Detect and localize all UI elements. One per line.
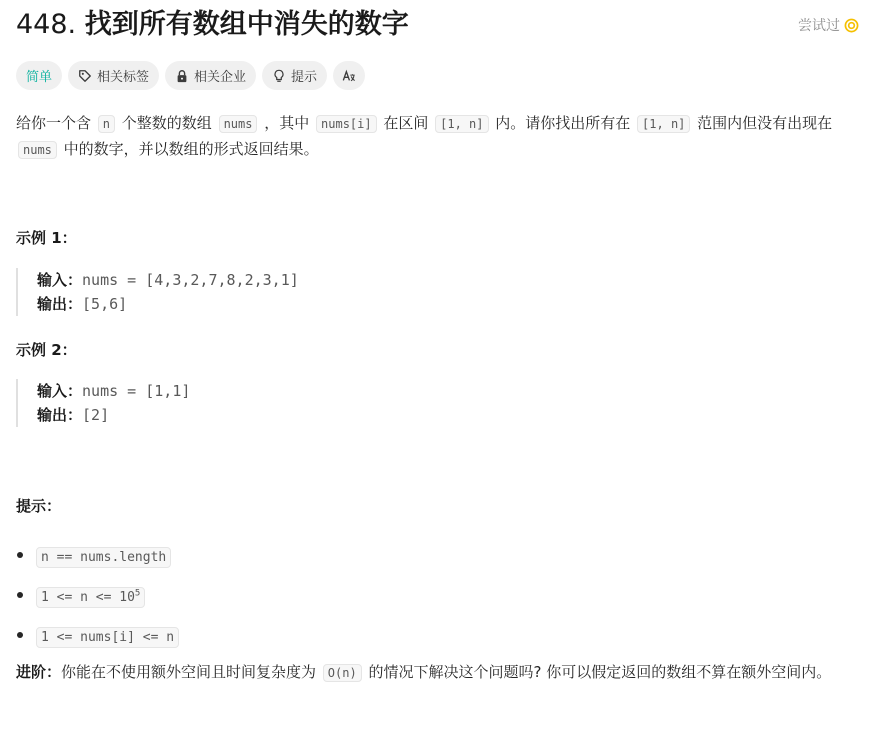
input-label: 输入： — [37, 271, 83, 289]
difficulty-badge[interactable] — [16, 61, 62, 90]
list-item — [16, 577, 181, 617]
follow-up-text: 你能在不使用额外空间且时间复杂度为 — [61, 663, 321, 681]
title-row — [16, 6, 859, 46]
tag-bar — [16, 61, 365, 90]
lightbulb-icon — [272, 69, 286, 83]
hint-label: 提示 — [291, 70, 318, 85]
bullet — [17, 632, 23, 638]
problem-description — [16, 111, 861, 163]
example-1-title: 示例 1： — [16, 229, 77, 247]
example-2-title: 示例 2： — [16, 341, 77, 359]
list-item — [16, 617, 181, 657]
constraints-list — [16, 537, 181, 657]
constraints-title: 提示： — [16, 497, 62, 515]
problem-title: 找到所有数组中消失的数字 — [84, 9, 409, 40]
follow-up-label: 进阶： — [16, 663, 62, 681]
constraint-code — [36, 587, 145, 608]
output-label: 输出： — [37, 406, 83, 424]
tried-status[interactable] — [798, 15, 859, 35]
hint-button[interactable] — [262, 61, 327, 90]
follow-up-text: 的情况下解决这个问题吗? 你可以假定返回的数组不算在额外空间内。 — [363, 663, 832, 681]
inline-code: nums — [18, 141, 57, 159]
inline-code: [1, n] — [435, 115, 488, 133]
tried-label: 尝试过 — [798, 18, 840, 34]
bullet — [17, 592, 23, 598]
constraint-code: 1 <= nums[i] <= n — [36, 627, 179, 648]
desc-text: 中的数字，并以数组的形式返回结果。 — [58, 140, 319, 158]
example-1-output — [37, 292, 616, 316]
output-label: 输出： — [37, 295, 83, 313]
example-2-input — [37, 379, 616, 403]
related-tags-label: 相关标签 — [97, 70, 150, 85]
desc-text: 个整数的数组 — [117, 114, 217, 132]
tried-icon — [844, 18, 859, 33]
output-value: [2] — [82, 406, 110, 424]
desc-text: 内。请你找出所有在 — [490, 114, 636, 132]
translate-icon — [342, 69, 356, 83]
desc-text: ，其中 — [259, 114, 315, 132]
example-1-input — [37, 268, 616, 292]
related-companies-label: 相关企业 — [194, 70, 247, 85]
constraint-text: 1 <= n <= 10 — [41, 589, 135, 605]
input-label: 输入： — [37, 382, 83, 400]
problem-number: 448. — [16, 9, 77, 40]
inline-code: nums[i] — [316, 115, 377, 133]
inline-code: nums — [219, 115, 258, 133]
example-1-block — [16, 268, 616, 316]
desc-text: 在区间 — [378, 114, 434, 132]
constraint-exponent: 5 — [134, 588, 141, 599]
lock-icon — [175, 69, 189, 83]
difficulty-label: 简单 — [26, 70, 53, 85]
input-value: nums = [4,3,2,7,8,2,3,1] — [82, 271, 299, 289]
tag-icon — [78, 69, 92, 83]
page-title — [16, 8, 409, 42]
example-2-block — [16, 379, 616, 427]
inline-code: [1, n] — [637, 115, 690, 133]
desc-text: 范围内但没有出现在 — [692, 114, 833, 132]
example-2-output — [37, 403, 616, 427]
inline-code: O(n) — [323, 664, 362, 682]
bullet — [17, 552, 23, 558]
input-value: nums = [1,1] — [82, 382, 191, 400]
constraint-code: n == nums.length — [36, 547, 171, 568]
desc-text: 给你一个含 — [16, 114, 96, 132]
inline-code: n — [98, 115, 115, 133]
related-companies-button[interactable] — [165, 61, 256, 90]
related-tags-button[interactable] — [68, 61, 159, 90]
follow-up — [16, 660, 861, 686]
translate-button[interactable] — [333, 61, 365, 90]
list-item — [16, 537, 181, 577]
output-value: [5,6] — [82, 295, 128, 313]
